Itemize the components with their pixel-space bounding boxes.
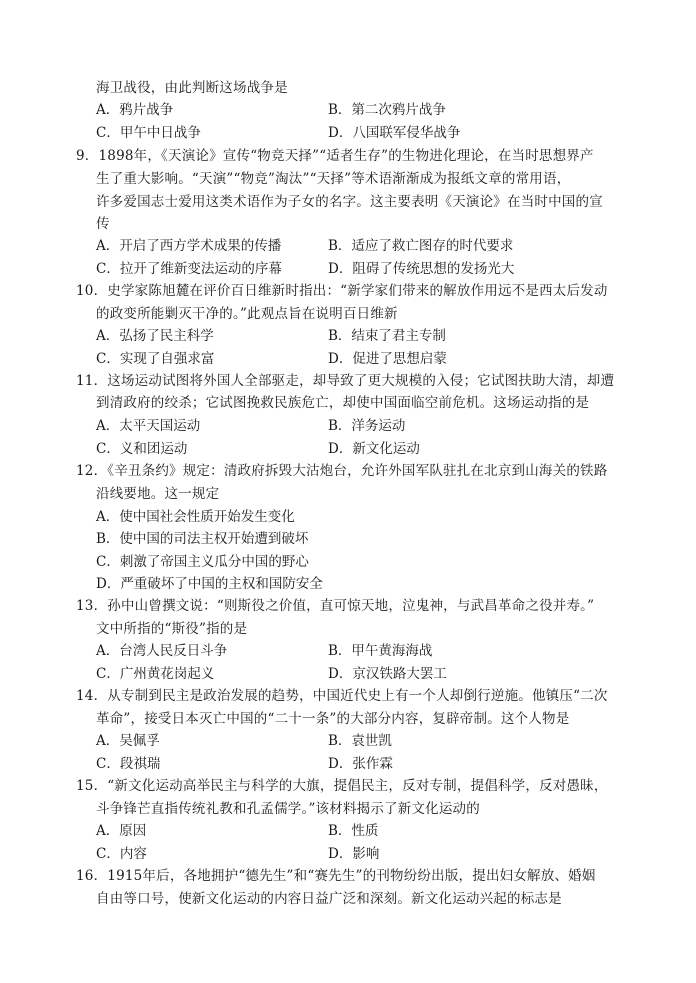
q15-option-c[interactable]: C．内容: [96, 846, 147, 862]
q10-stem-line1: 10．史学家陈旭麓在评价百日维新时指出：“新学家们带来的解放作用远不是西太后发动: [76, 283, 608, 299]
q13-option-b[interactable]: B．甲午黄海海战: [328, 643, 433, 659]
q15-option-d[interactable]: D．影响: [328, 846, 380, 862]
q11-option-c[interactable]: C．义和团运动: [96, 441, 188, 457]
q12-stem-line2: 沿线要地。这一规定: [96, 486, 220, 502]
q9-option-d[interactable]: D．阻碍了传统思想的发扬光大: [328, 261, 515, 277]
q8-option-b[interactable]: B．第二次鸦片战争: [328, 102, 446, 118]
q13-option-d[interactable]: D．京汉铁路大罢工: [328, 666, 447, 682]
q12-option-a[interactable]: A．使中国社会性质开始发生变化: [96, 509, 295, 525]
q9-option-a[interactable]: A．开启了西方学术成果的传播: [96, 238, 282, 254]
q10-option-c[interactable]: C．实现了自强求富: [96, 351, 215, 367]
q9-option-b[interactable]: B．适应了救亡图存的时代要求: [328, 238, 514, 254]
q10-stem-line2: 的政变所能剿灭干净的。”此观点旨在说明百日维新: [96, 306, 398, 322]
q8-option-a[interactable]: A．鸦片战争: [96, 102, 174, 118]
q11-option-a[interactable]: A．太平天国运动: [96, 418, 201, 434]
q12-option-b[interactable]: B．使中国的司法主权开始遭到破坏: [96, 531, 309, 547]
q12-option-d[interactable]: D．严重破坏了中国的主权和国防安全: [96, 576, 323, 592]
q9-stem-line3: 许多爱国志士爱用这类术语作为子女的名字。这主要表明《天演论》在当时中国的宣: [96, 194, 603, 210]
q10-option-d[interactable]: D．促进了思想启蒙: [328, 351, 447, 367]
q13-option-c[interactable]: C．广州黄花岗起义: [96, 666, 215, 682]
q9-stem-line1: 9．1898年，《天演论》宣传“物竞天择”“适者生存”的生物进化理论，在当时思想界产: [76, 148, 594, 164]
q10-option-a[interactable]: A．弘扬了民主科学: [96, 328, 214, 344]
q12-stem-line1: 12．《辛丑条约》规定：清政府拆毁大沽炮台，允许外国军队驻扎在北京到山海关的铁路: [76, 463, 608, 479]
q9-option-c[interactable]: C．拉开了维新变法运动的序幕: [96, 261, 282, 277]
q13-option-a[interactable]: A．台湾人民反日斗争: [96, 643, 228, 659]
q13-stem-line1: 13．孙中山曾撰文说：“则斯役之价值，直可惊天地，泣鬼神，与武昌革命之役并寿。”: [76, 598, 595, 614]
q15-option-a[interactable]: A．原因: [96, 823, 147, 839]
q11-stem-line1: 11．这场运动试图将外国人全部驱走，却导致了更大规模的入侵；它试图扶助大清，却遭: [76, 373, 615, 389]
q11-stem-line2: 到清政府的绞杀；它试图挽救民族危亡，却使中国面临空前危机。这场运动指的是: [96, 395, 590, 411]
q11-option-d[interactable]: D．新文化运动: [328, 441, 420, 457]
q14-option-b[interactable]: B．袁世凯: [328, 733, 392, 749]
q14-option-c[interactable]: C．段祺瑞: [96, 756, 161, 772]
q13-stem-line2: 文中所指的“斯役”指的是: [96, 621, 248, 637]
q9-stem-line2: 生了重大影响。“天演”“物竞”淘汰”“天择”等术语渐渐成为报纸文章的常用语，: [96, 171, 571, 187]
q16-stem-line2: 自由等口号，使新文化运动的内容日益广泛和深刻。新文化运动兴起的标志是: [96, 891, 562, 907]
q10-option-b[interactable]: B．结束了君主专制: [328, 328, 446, 344]
q12-option-c[interactable]: C．刺激了帝国主义瓜分中国的野心: [96, 554, 309, 570]
q11-option-b[interactable]: B．洋务运动: [328, 418, 406, 434]
q8-option-d[interactable]: D．八国联军侵华战争: [328, 125, 461, 141]
q15-stem-line1: 15．“新文化运动高举民主与科学的大旗，提倡民主，反对专制，提倡科学，反对愚昧，: [76, 778, 608, 794]
q15-stem-line2: 斗争锋芒直指传统礼教和孔孟儒学。”该材料揭示了新文化运动的: [96, 801, 480, 817]
q14-stem-line1: 14．从专制到民主是政治发展的趋势，中国近代史上有一个人却倒行逆施。他镇压“二次: [76, 688, 608, 704]
q14-stem-line2: 革命”，接受日本灭亡中国的“二十一条”的大部分内容，复辟帝制。这个人物是: [96, 711, 570, 727]
q15-option-b[interactable]: B．性质: [328, 823, 379, 839]
q16-stem-line1: 16．1915年后，各地拥护“德先生”和“赛先生”的刊物纷纷出版，提出妇女解放、婚姻: [76, 868, 596, 884]
q9-stem-line4: 传: [96, 216, 110, 232]
q14-option-d[interactable]: D．张作霖: [328, 756, 393, 772]
q14-option-a[interactable]: A．吴佩孚: [96, 733, 160, 749]
q8-option-c[interactable]: C．甲午中日战争: [96, 125, 201, 141]
q8-stem-tail: 海卫战役，由此判断这场战争是: [96, 80, 288, 96]
